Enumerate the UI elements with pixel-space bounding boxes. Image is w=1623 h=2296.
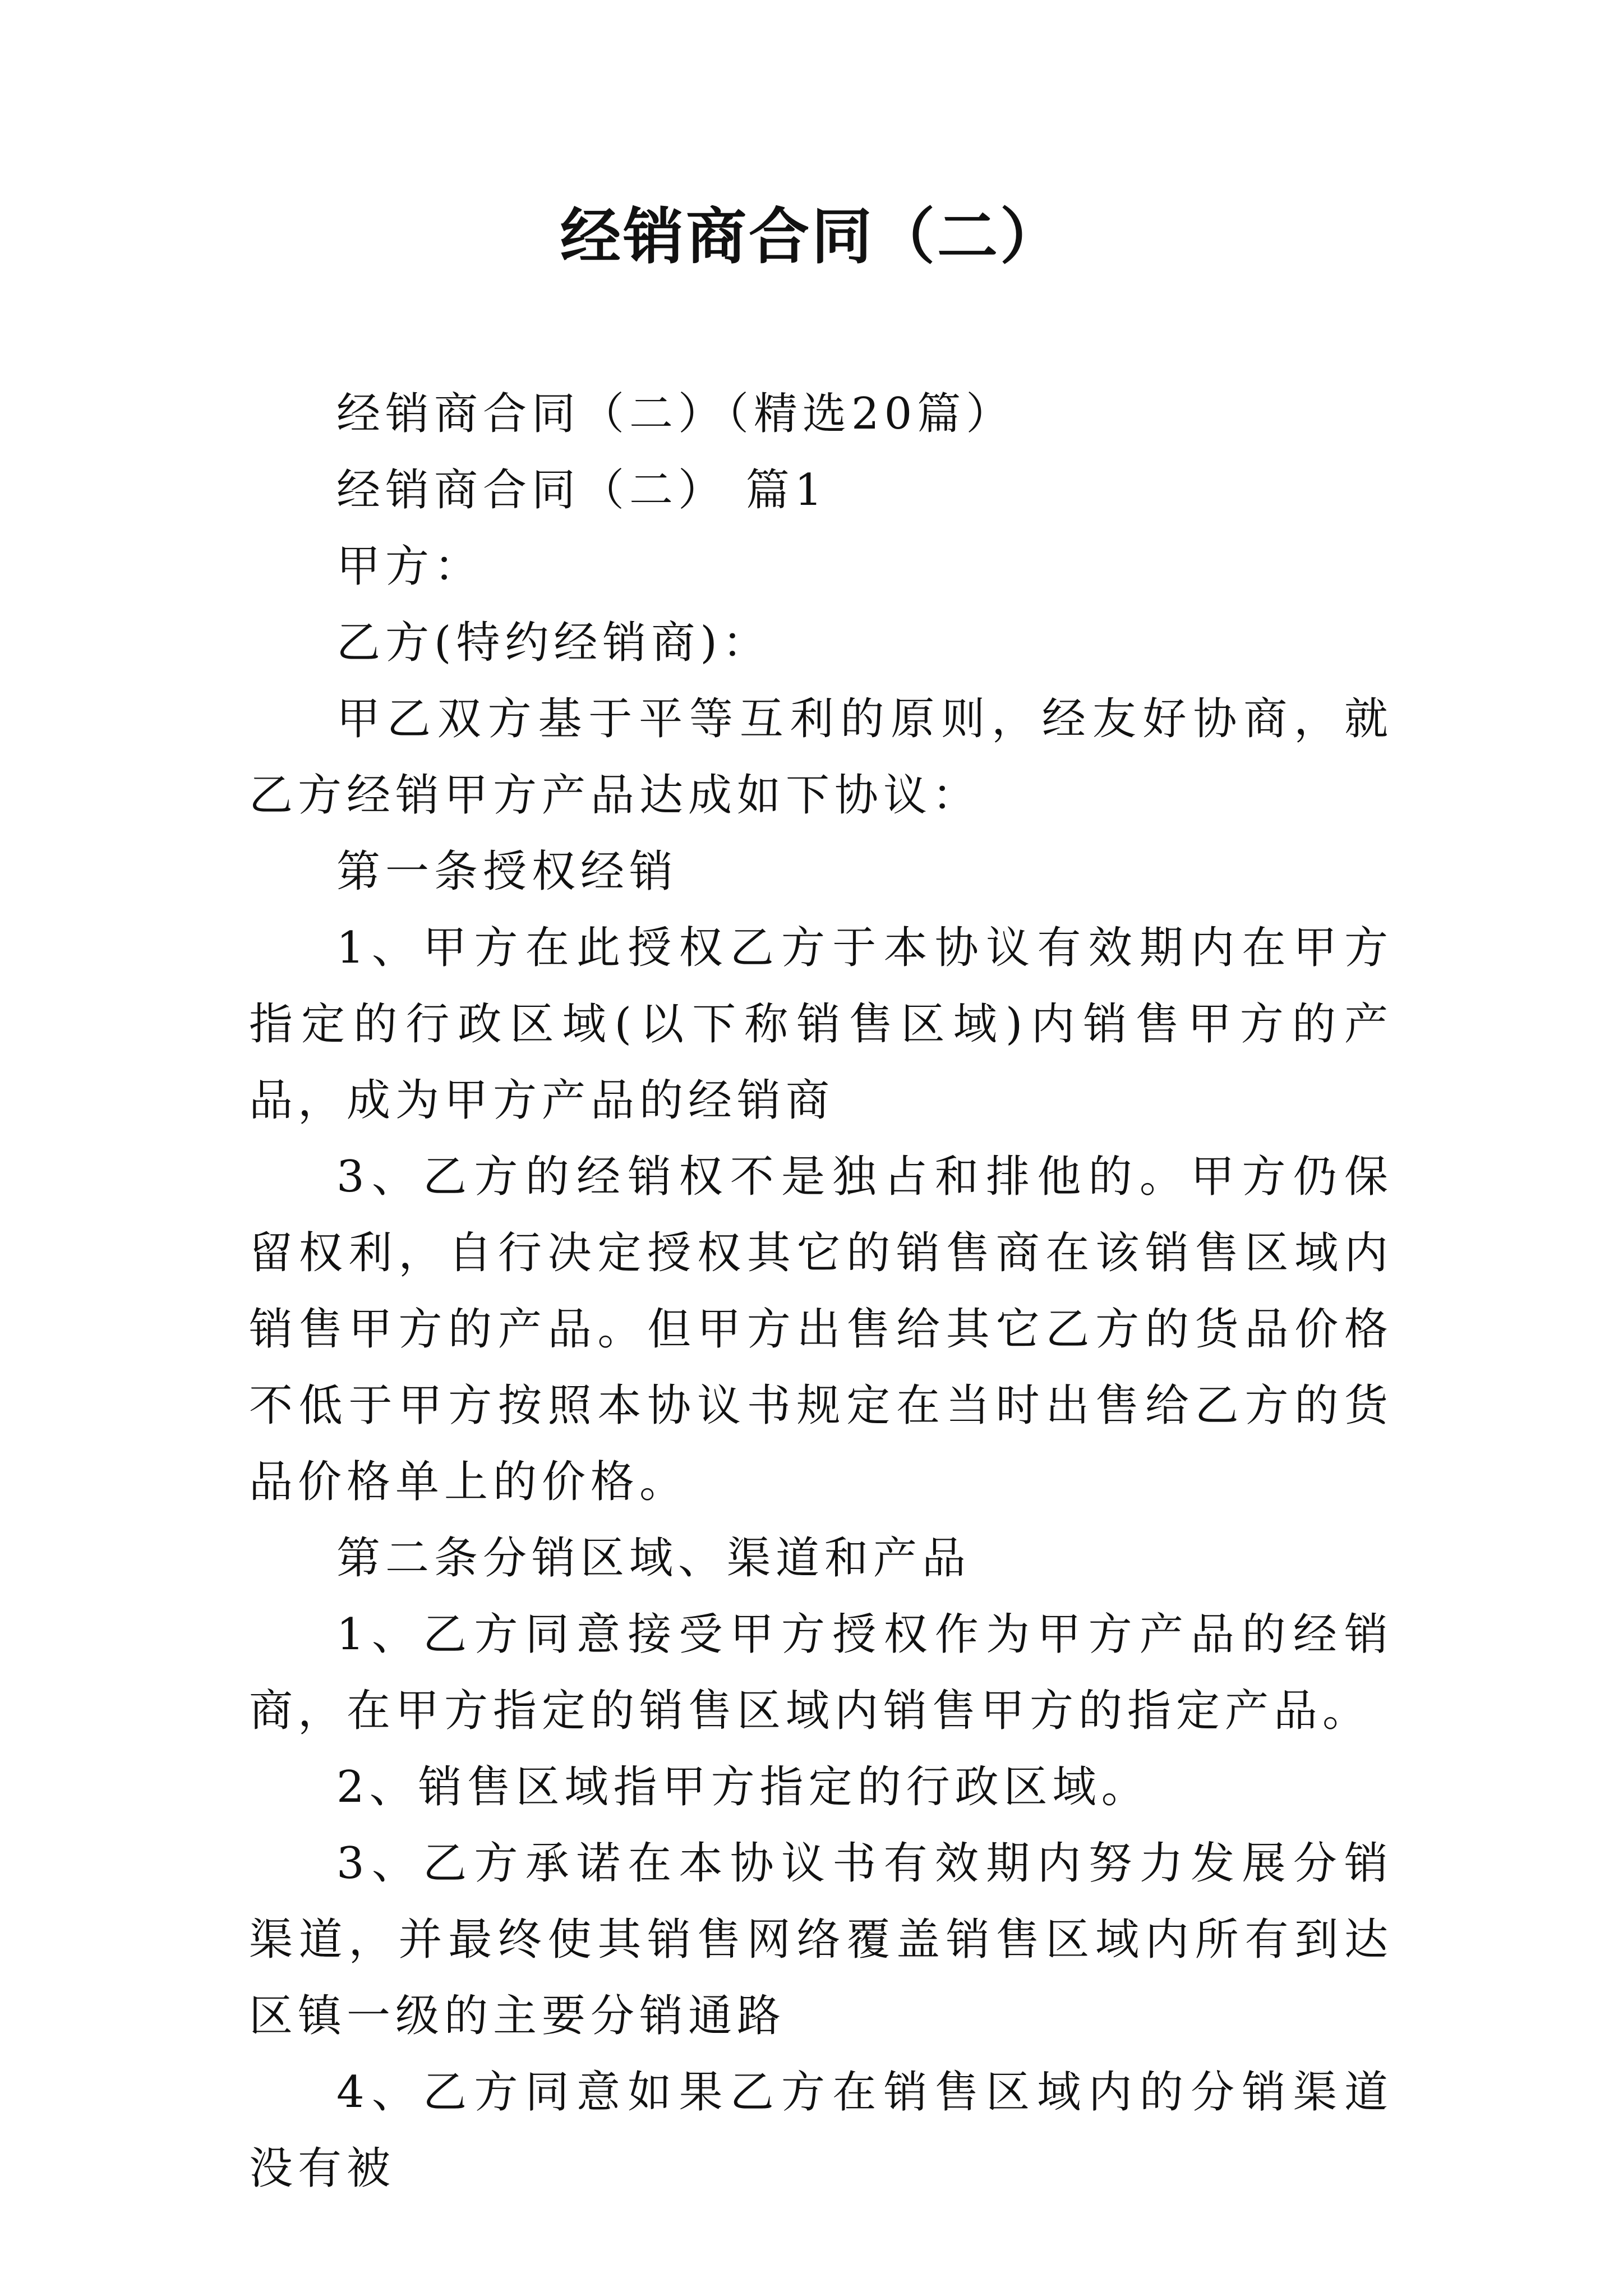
paragraph-article-1-heading: 第一条授权经销: [336, 846, 679, 897]
document-body: [249, 376, 1393, 2207]
paragraph-party-b: 乙方(特约经销商)：: [336, 618, 771, 668]
paragraph-article-1-clause-1: 1、甲方在此授权乙方于本协议有效期内在甲方指定的行政区域(以下称销售区域)内销售甲方的产品，成为甲方产品的经销商: [249, 923, 1393, 1126]
paragraph-article-2-clause-4: 4、乙方同意如果乙方在销售区域内的分销渠道没有被: [249, 2067, 1393, 2194]
paragraph-heading-collection: 经销商合同（二）（精选20篇）: [336, 389, 1015, 439]
paragraph-article-2-clause-3: 3、乙方承诺在本协议书有效期内努力发展分销渠道，并最终使其销售网络覆盖销售区域内所有到达区镇一级的主要分销通路: [249, 1838, 1393, 2041]
paragraph-article-2-clause-1: 1、乙方同意接受甲方授权作为甲方产品的经销商，在甲方指定的销售区域内销售甲方的指定产品。: [249, 1609, 1393, 1736]
paragraph-heading-part-1: 经销商合同（二） 篇1: [336, 465, 828, 516]
paragraph-article-2-clause-2: 2、销售区域指甲方指定的行政区域。: [336, 1762, 1150, 1812]
paragraph-article-2-heading: 第二条分销区域、渠道和产品: [336, 1533, 971, 1584]
paragraph-article-1-clause-3: 3、乙方的经销权不是独占和排他的。甲方仍保留权利，自行决定授权其它的销售商在该销售区域内销售甲方的产品。但甲方出售给其它乙方的货品价格不低于甲方按照本协议书规定在当时出售给乙方的货品价格单上的价格。: [249, 1152, 1393, 1507]
paragraph-party-a: 甲方：: [336, 541, 483, 592]
paragraph-preamble: 甲乙双方基于平等互利的原则，经友好协商，就乙方经销甲方产品达成如下协议：: [249, 694, 1393, 821]
document-title: 经销商合同（二）: [560, 201, 1063, 272]
